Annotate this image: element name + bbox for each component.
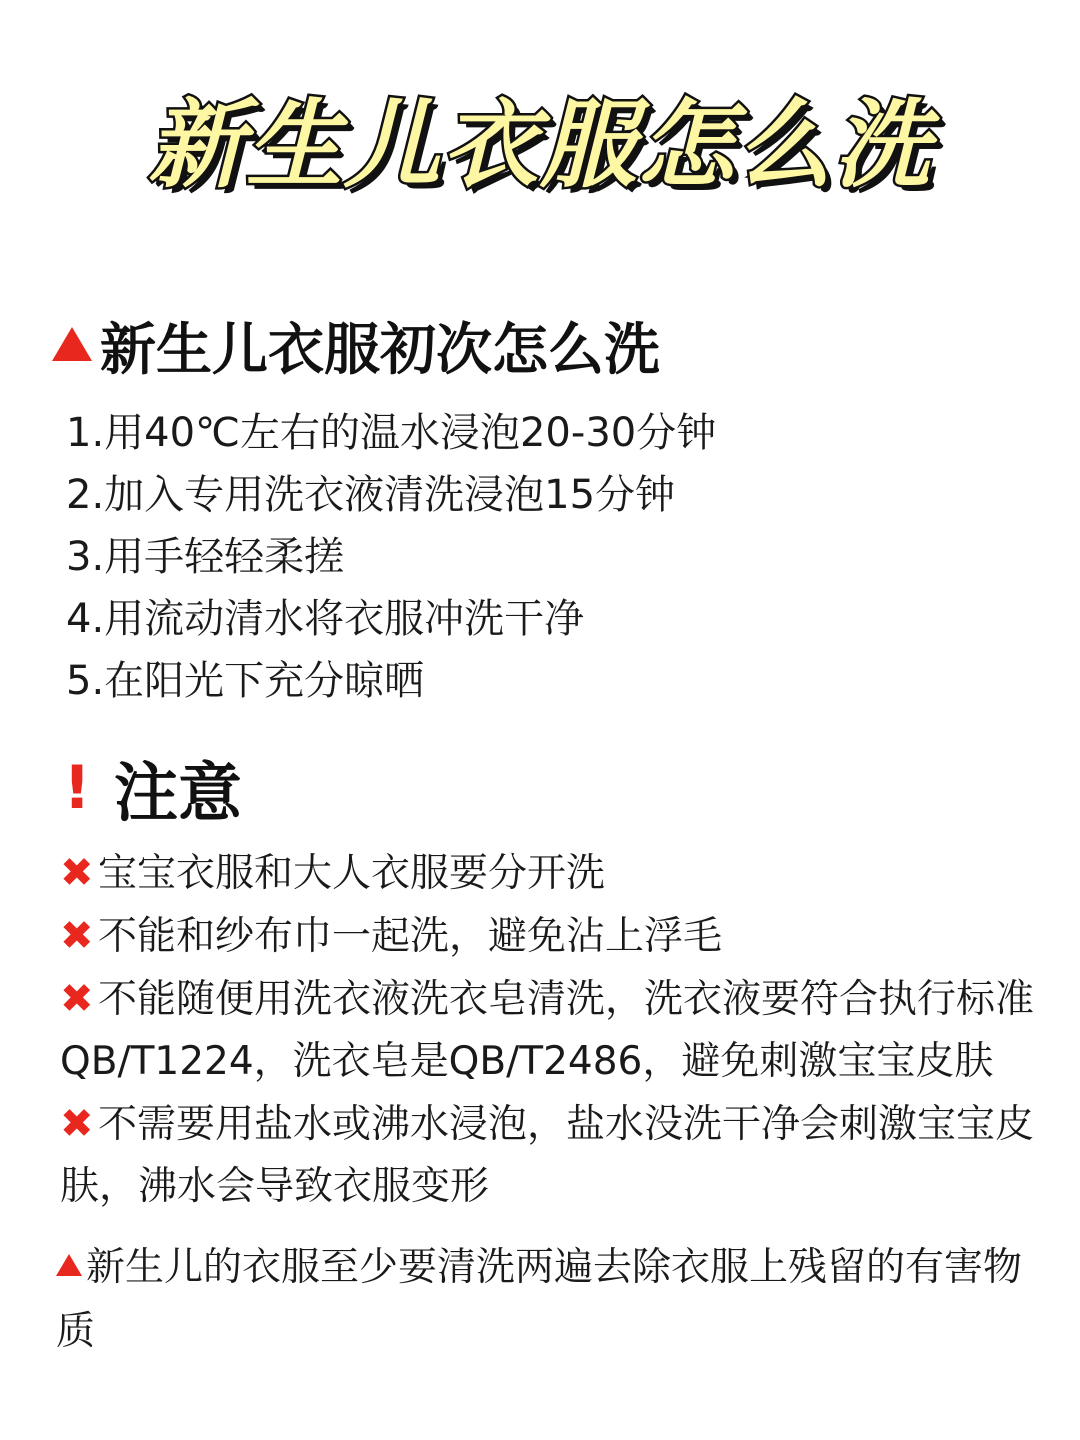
- wash-steps-list: [66, 402, 716, 712]
- red-triangle-icon: [52, 327, 92, 361]
- red-exclamation-icon: !: [63, 753, 91, 823]
- footer-note-text: 新生儿的衣服至少要清洗两遍去除衣服上残留的有害物质: [56, 1245, 1023, 1354]
- list-item: 3.用手轻轻柔搓: [66, 534, 345, 580]
- list-item: [60, 1093, 1040, 1218]
- list-item: 4.用流动清水将衣服冲洗干净: [66, 596, 585, 642]
- list-item: 1.用40℃左右的温水浸泡20-30分钟: [66, 410, 717, 456]
- section-heading-text: 注意: [114, 757, 242, 831]
- list-item: [60, 968, 1040, 1093]
- list-item: 5.在阳光下充分晾晒: [66, 658, 425, 704]
- caution-notes-list: [60, 842, 1040, 1218]
- note-text: 不能和纱布巾一起洗，避免沾上浮毛: [98, 914, 723, 959]
- list-item: 2.加入专用洗衣液清洗浸泡15分钟: [66, 472, 676, 518]
- section-heading-caution: [52, 742, 242, 834]
- page-title: 新生儿衣服怎么洗: [148, 89, 932, 201]
- red-x-icon: ✖: [60, 976, 94, 1022]
- note-text: 宝宝衣服和大人衣服要分开洗: [98, 851, 606, 896]
- red-x-icon: ✖: [60, 850, 94, 896]
- red-x-icon: ✖: [60, 1101, 94, 1147]
- list-item: [60, 842, 1040, 905]
- footer-note: [56, 1236, 1036, 1364]
- list-item: [60, 905, 1040, 968]
- red-x-icon: ✖: [60, 913, 94, 959]
- note-text: 不需要用盐水或沸水浸泡，盐水没洗干净会刺激宝宝皮肤，沸水会导致衣服变形: [60, 1102, 1035, 1209]
- note-text: 不能随便用洗衣液洗衣皂清洗，洗衣液要符合执行标准QB/T1224，洗衣皂是QB/T2486，避免刺激宝宝皮肤: [60, 977, 1035, 1084]
- red-triangle-icon: [56, 1254, 82, 1276]
- section-heading-text: 新生儿衣服初次怎么洗: [100, 318, 660, 383]
- section-heading-first-wash: [52, 306, 660, 386]
